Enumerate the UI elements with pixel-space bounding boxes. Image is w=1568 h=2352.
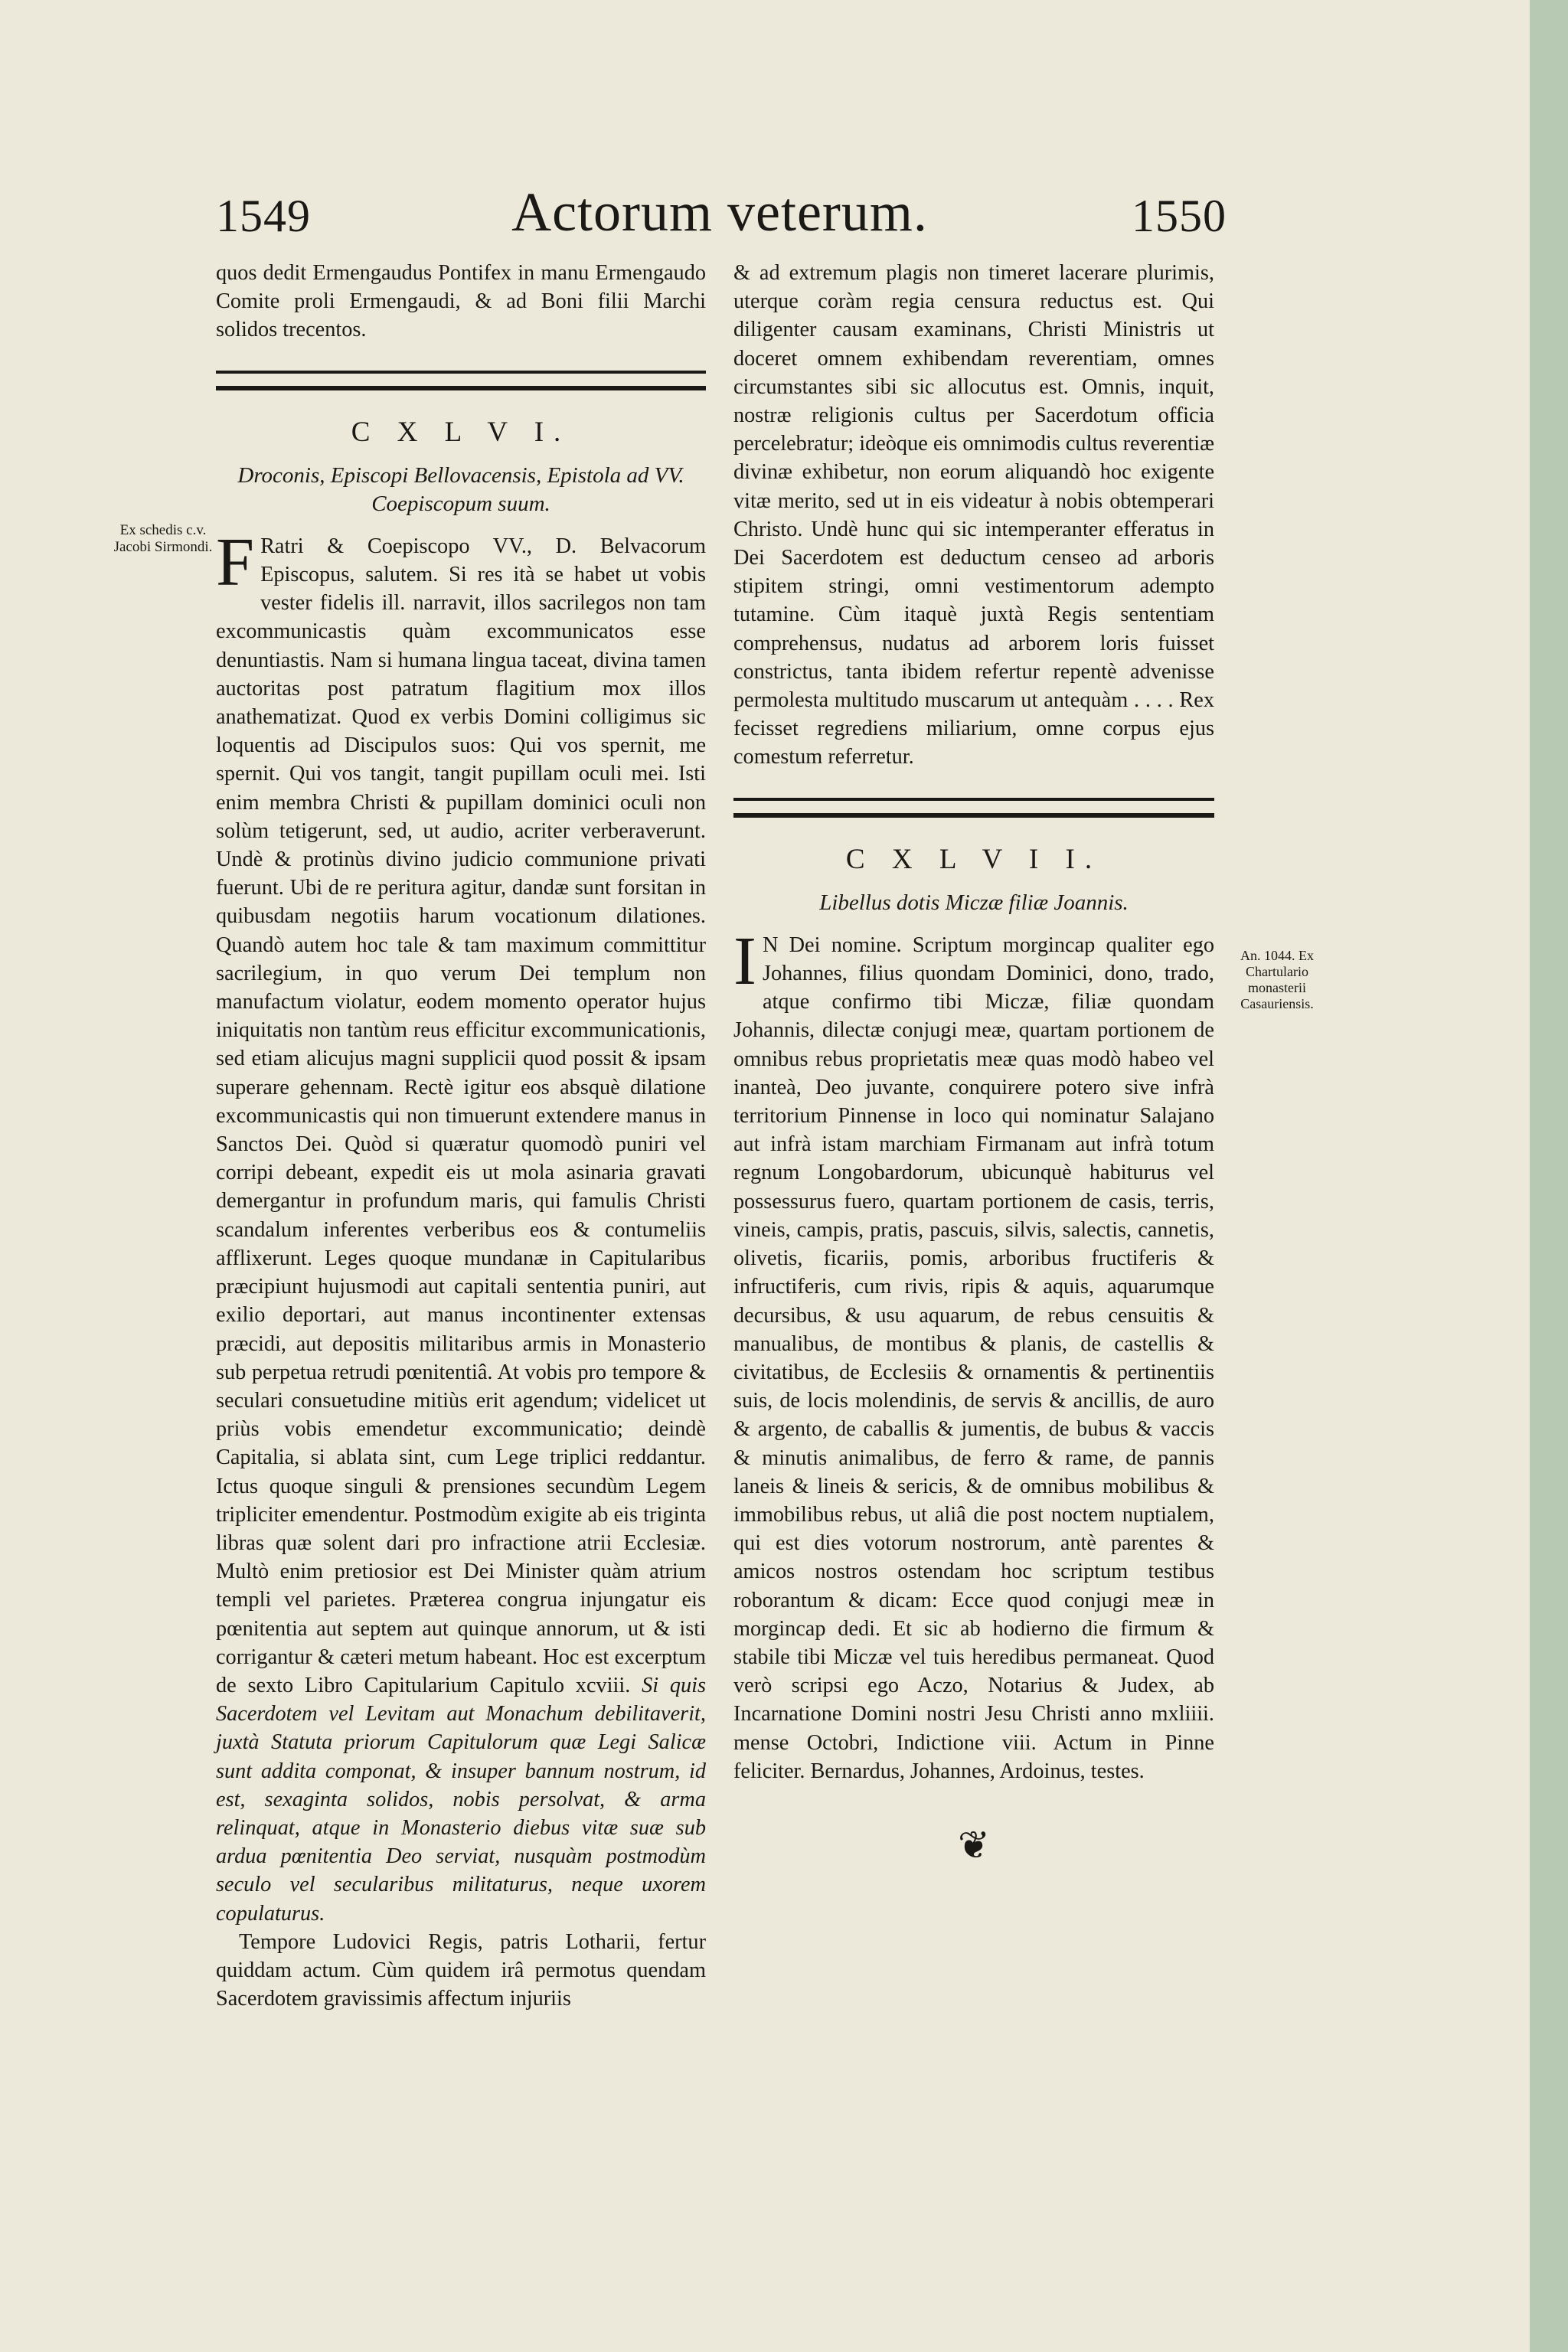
closing-paragraph: Tempore Ludovici Regis, patris Lotharii, fertur quiddam actum. Cùm quidem irâ permotus quendam Sacerdotem gravissimis affectum injuriis	[216, 1929, 706, 2011]
drop-cap: I	[733, 923, 756, 999]
right-column	[733, 259, 1214, 1867]
document-title: Droconis, Episcopi Bellovacensis, Epistola ad VV. Coepiscopum suum.	[237, 462, 684, 516]
charter-text: N Dei nomine. Scriptum morgincap qualiter ego Johannes, filius quondam Dominici, dono, trado, atque confirmo tibi Miczæ, filiæ quondam Johannis, dilectæ conjugi meæ, quartam portionem de omnibus rebus proprietatis meæ quas modò habeo vel inanteà, Deo juvante, conquirere potero sive infrà territorium Pinnense in loco qui nominatur Salajano aut infrà istam marchiam Firmanam aut infrà totum regnum Longobardorum, ubicunquè habiturus vel possessurus fuero, quartam portionem de casis, terris, vineis, campis, pratis, pascuis, silvis, salectis, cannetis, olivetis, ficariis, pomis, arboribus fructiferis & infructiferis, cum rivis, ripis & aquis, aquarumque decursibus, & usu aquarum, de rebus censuitis & manualibus, de montibus & planis, de castellis & civitatibus, de Ecclesiis & ornamentis & pertinentiis suis, de locis molendinis, de servis & ancillis, de auro & argento, de caballis & jumentis, de bubus & vaccis & minutis animalibus, de ferro & rame, de pannis laneis & lineis & sericis, & de omnibus mobilibus & immobilibus rebus, ut aliâ die post noctem nuptialem, qui est dies votorum nostrorum, antè parentes & amicos nostros ostendam hoc scriptum testibus roborantum & dicam: Ecce quod conjugi meæ in morgincap dedi. Et sic ab hodierno die firmum & stabile tibi Miczæ vel tuis heredibus permaneat. Quod verò scripsi ego Aczo, Notarius & Judex, ab Incarnatione Domini nostri Jesu Christi anno mxliiii. mense Octobri, Indictione viii. Actum in Pinne feliciter. Bernardus, Johannes, Ardoinus, testes.	[733, 933, 1214, 1783]
document-number: C X L V I I.	[845, 843, 1102, 875]
fleuron-ornament: ❦	[958, 1823, 990, 1867]
document-title: Libellus dotis Miczæ filiæ Joannis.	[819, 890, 1129, 915]
charter-body	[733, 923, 1214, 1785]
page-number-right: 1550	[1132, 191, 1227, 241]
quoted-capitulary: Si quis Sacerdotem vel Levitam aut Monachum debilitaverit, juxtà Statuta priorum Capitulorum quæ Legi Salicæ sunt addita componat, & insuper bannum nostrum, id est, sexaginta solidos, nobis persolvat, & arma relinquat, atque in Monasterio diebus vitæ suæ sub ardua pœnitentia Deo serviat, nusquàm postmodùm seculo vel secularibus militaturus, neque uxorem copulaturus.	[216, 1673, 706, 1926]
section-rule	[733, 798, 1214, 818]
drop-cap: F	[216, 524, 255, 600]
scan-edge	[1530, 0, 1568, 2352]
letter-text: Ratri & Coepiscopo VV., D. Belvacorum Episcopus, salutem. Si res ità se habet ut vobis vester fidelis ill. narravit, illos sacrilegos non tam excommunicastis quàm excommunicatos esse denuntiastis. Nam si humana lingua taceat, divina tamen auctoritas post patratum flagitium mox illos anathematizat. Quod ex verbis Domini colligimus sic loquentis ad Discipulos suos: Qui vos spernit, me spernit. Qui vos tangit, tangit pupillam oculi mei. Isti enim membra Christi & pupillam dominici oculi non solùm tetigerunt, sed, ut audio, acriter verberaverunt. Undè & protinùs divino judicio communione privati fuerunt. Ubi de re peritura agitur, dandæ sunt forsitan in quibusdam negotiis harum vocationum dilationes. Quandò autem hoc tale & tam maximum committitur sacrilegium, in quo verum Dei templum non manufactum violatur, eodem momento operator hujus iniquitatis non tantùm reus efficitur excommunicationis, sed etiam alicujus magni supplicii quod possit & ipsam superare gehennam. Rectè igitur eos absquè dilatione excommunicastis qui non timuerunt extendere manus in Sanctos Dei. Quòd si quæratur quomodò puniri vel corripi debeant, expedit eis ut mola asinaria gravati demergantur in profundum maris, qui famulis Christi scandalum inferentes verberibus eos & contumeliis afflixerunt. Leges quoque mundanæ in Capitularibus præcipiunt hujusmodi aut capitali sententia puniri, aut exilio deportari, aut manus incontinenter extensas præcidi, aut depositis militaribus armis in Monasterio sub perpetua retrudi pœnitentiâ. At vobis pro tempore & seculari consuetudine mitiùs erit agendum; videlicet ut priùs vobis emendetur excommunicatio; deindè Capitalia, si ablata sint, cum Lege triplici reddantur. Ictus quoque singuli & prensiones secundùm Legem tripliciter emendentur. Postmodùm exigite ab eis triginta libras quæ solent dari pro infractione atrii Ecclesiæ. Multò enim pretiosior est Dei Minister quàm atrium templi vel parietes. Præterea congrua injungatur eis pœnitentia aut septem aut quinque annorum, ut & isti corrigantur & cæteri metum habeant. Hoc est excerptum de sexto Libro Capitularium Capitulo xcviii.	[216, 534, 706, 1697]
left-column	[216, 259, 706, 2013]
continuation-text: quos dedit Ermengaudus Pontifex in manu Ermengaudo Comite proli Ermengaudi, & ad Boni filii Marchi solidos trecentos.	[216, 261, 706, 342]
margin-note-right: An. 1044. Ex Chartulario monasterii Casauriensis.	[1240, 948, 1314, 1011]
running-title: Actorum veterum.	[511, 181, 928, 243]
letter-body	[216, 524, 706, 1928]
document-number: C X L V I.	[351, 416, 571, 448]
continuation-text: & ad extremum plagis non timeret lacerare plurimis, uterque coràm regia censura reductus est. Qui diligenter causam examinans, Christi Ministris ut doceret omnem exhibendam reverentiam, omnes circumstantes sibi sic allocutus est. Omnis, inquit, nostræ religionis cultus per Sacerdotum officia percelebratur; ideòque eis omnimodis cultus reverentiæ divinæ exhibetur, non eorum aliquandò hoc exigente vitæ merito, sed ut in eis videatur à nobis obtemperari Christo. Undè hunc qui sic intemperanter efferatus in Dei Sacerdotem est deductum censeo ad arboris stipitem stringi, omni vestimentorum adempto tutamine. Cùm itaquè juxtà Regis sententiam comprehensus, nudatus ad arborem loris fuisset constrictus, tanta ibidem refertur repentè advenisse permolesta multitudo muscarum ut antequàm . . . . Rex fecisset regrediens miliarium, omne corpus ejus comestum referretur.	[733, 261, 1214, 769]
page-number-left: 1549	[216, 191, 311, 241]
section-rule	[216, 371, 706, 390]
margin-note-left: Ex schedis c.v. Jacobi Sirmondi.	[113, 522, 213, 555]
